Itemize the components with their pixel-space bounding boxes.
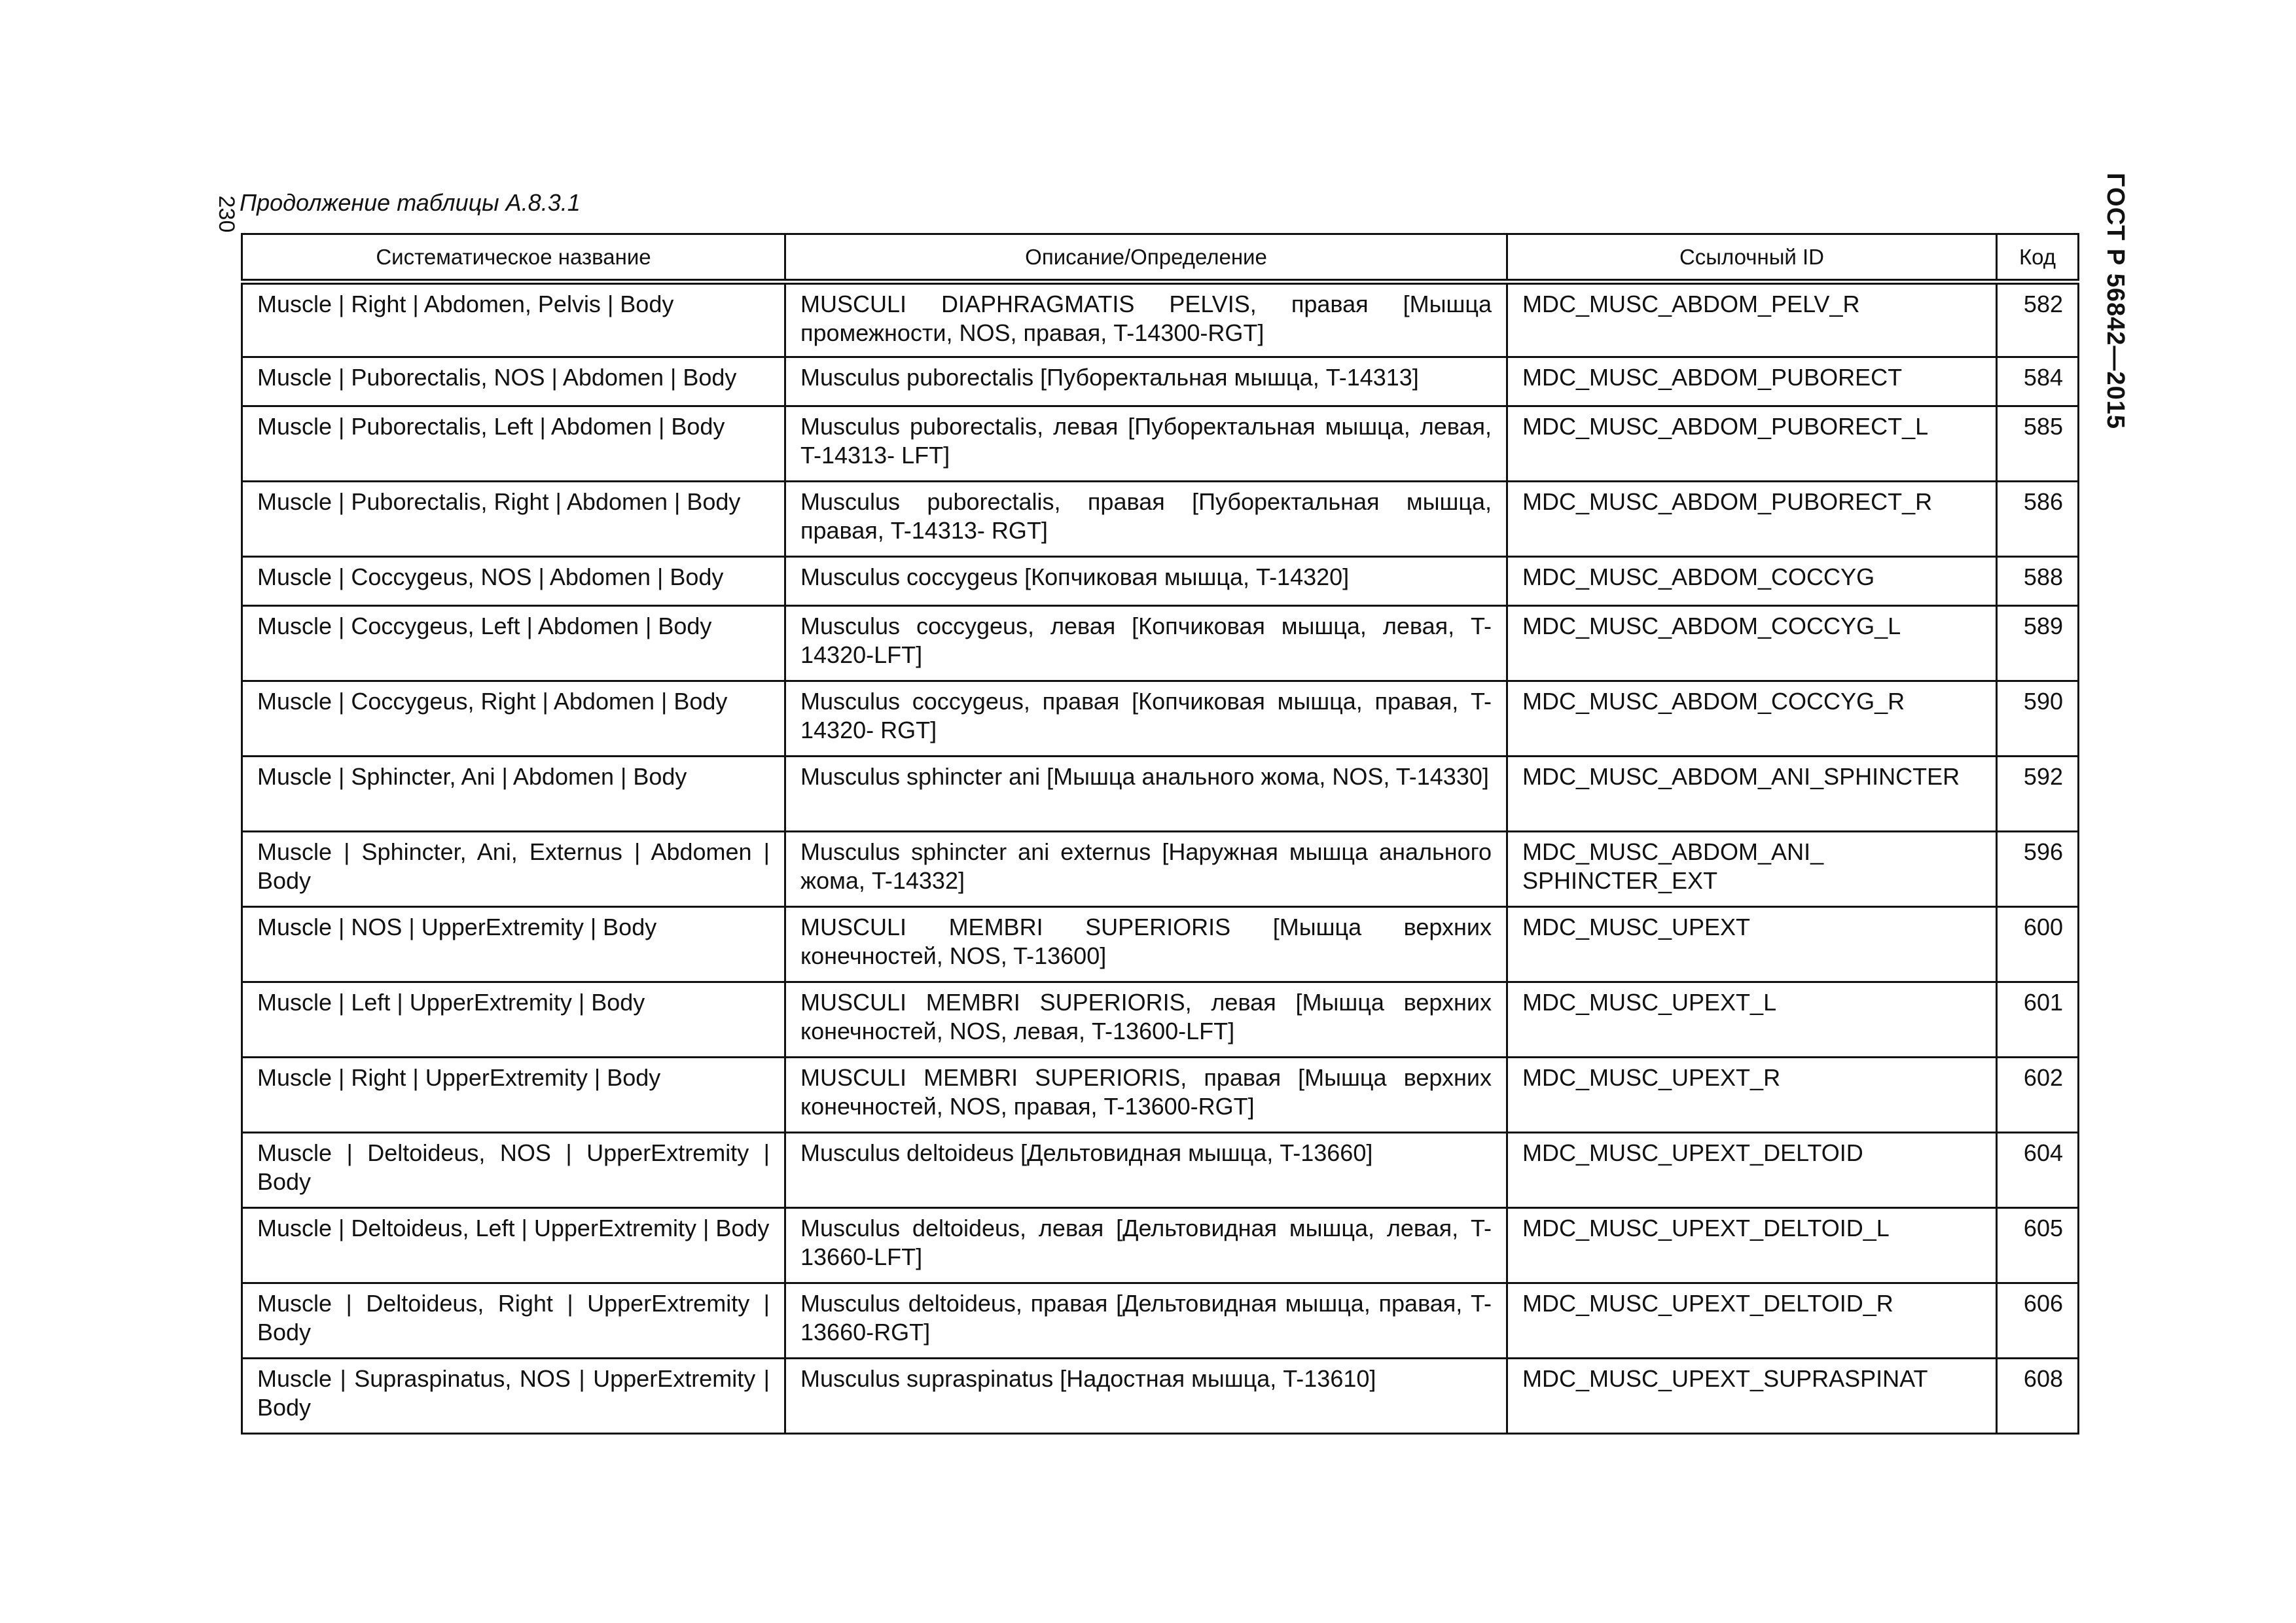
cell-systematic-name: Muscle | Left | UpperExtremity | Body	[242, 982, 785, 1058]
table-row	[242, 1359, 2079, 1434]
cell-code: 601	[1997, 982, 2079, 1058]
cell-systematic-name: Muscle | NOS | UpperExtremity | Body	[242, 907, 785, 982]
table-row	[242, 482, 2079, 557]
cell-description: Musculus coccygeus, левая [Копчиковая мышца, левая, T-14320-LFT]	[785, 606, 1507, 681]
cell-systematic-name: Muscle | Puborectalis, Right | Abdomen | Body	[242, 482, 785, 557]
cell-reference-id: MDC_MUSC_UPEXT_DELTOID	[1507, 1133, 1997, 1208]
cell-reference-id: MDC_MUSC_ABDOM_ANI_ SPHINCTER_EXT	[1507, 832, 1997, 907]
cell-systematic-name: Muscle | Coccygeus, Left | Abdomen | Body	[242, 606, 785, 681]
cell-code: 604	[1997, 1133, 2079, 1208]
cell-code: 608	[1997, 1359, 2079, 1434]
standard-code: ГОСТ Р 56842—2015	[2102, 173, 2129, 429]
table-row	[242, 681, 2079, 757]
table-row	[242, 832, 2079, 907]
cell-systematic-name: Muscle | Sphincter, Ani | Abdomen | Body	[242, 757, 785, 832]
table-row	[242, 982, 2079, 1058]
header-code: Код	[1997, 234, 2079, 282]
cell-description: Musculus deltoideus, правая [Дельтовидная мышца, правая, T-13660-RGT]	[785, 1283, 1507, 1359]
cell-description: Musculus puborectalis [Пуборектальная мышца, T-14313]	[785, 357, 1507, 406]
cell-code: 606	[1997, 1283, 2079, 1359]
data-table	[241, 233, 2079, 1435]
cell-reference-id: MDC_MUSC_ABDOM_COCCYG_R	[1507, 681, 1997, 757]
header-reference-id: Ссылочный ID	[1507, 234, 1997, 282]
cell-code: 600	[1997, 907, 2079, 982]
table-row	[242, 907, 2079, 982]
cell-systematic-name: Muscle | Coccygeus, Right | Abdomen | Body	[242, 681, 785, 757]
cell-code: 589	[1997, 606, 2079, 681]
cell-systematic-name: Muscle | Deltoideus, Right | UpperExtremity | Body	[242, 1283, 785, 1359]
table-row	[242, 606, 2079, 681]
cell-reference-id: MDC_MUSC_ABDOM_PELV_R	[1507, 282, 1997, 357]
cell-systematic-name: Muscle | Right | UpperExtremity | Body	[242, 1058, 785, 1133]
cell-reference-id: MDC_MUSC_UPEXT_SUPRASPINAT	[1507, 1359, 1997, 1434]
cell-description: Musculus deltoideus, левая [Дельтовидная мышца, левая, T-13660-LFT]	[785, 1208, 1507, 1283]
cell-description: Musculus coccygeus [Копчиковая мышца, T-14320]	[785, 557, 1507, 606]
cell-description: MUSCULI MEMBRI SUPERIORIS, левая [Мышца верхних конечностей, NOS, левая, T-13600-LFT]	[785, 982, 1507, 1058]
table-row	[242, 1058, 2079, 1133]
cell-systematic-name: Muscle | Coccygeus, NOS | Abdomen | Body	[242, 557, 785, 606]
cell-reference-id: MDC_MUSC_UPEXT_L	[1507, 982, 1997, 1058]
cell-code: 602	[1997, 1058, 2079, 1133]
table-row	[242, 557, 2079, 606]
cell-reference-id: MDC_MUSC_ABDOM_PUBORECT	[1507, 357, 1997, 406]
cell-code: 584	[1997, 357, 2079, 406]
cell-code: 592	[1997, 757, 2079, 832]
table-row	[242, 406, 2079, 482]
cell-code: 596	[1997, 832, 2079, 907]
cell-systematic-name: Muscle | Puborectalis, NOS | Abdomen | Body	[242, 357, 785, 406]
header-description: Описание/Определение	[785, 234, 1507, 282]
cell-code: 588	[1997, 557, 2079, 606]
cell-code: 585	[1997, 406, 2079, 482]
table-header-row	[242, 234, 2079, 282]
cell-systematic-name: Muscle | Supraspinatus, NOS | UpperExtremity | Body	[242, 1359, 785, 1434]
cell-description: Musculus puborectalis, левая [Пуборектальная мышца, левая, T-14313- LFT]	[785, 406, 1507, 482]
cell-code: 590	[1997, 681, 2079, 757]
cell-reference-id: MDC_MUSC_ABDOM_COCCYG_L	[1507, 606, 1997, 681]
cell-reference-id: MDC_MUSC_ABDOM_COCCYG	[1507, 557, 1997, 606]
cell-reference-id: MDC_MUSC_ABDOM_ANI_SPHINCTER	[1507, 757, 1997, 832]
table-row	[242, 1133, 2079, 1208]
cell-description: MUSCULI DIAPHRAGMATIS PELVIS, правая [Мышца промежности, NOS, правая, T-14300-RGT]	[785, 282, 1507, 357]
cell-description: Musculus sphincter ani [Мышца анального жома, NOS, T-14330]	[785, 757, 1507, 832]
cell-reference-id: MDC_MUSC_UPEXT_DELTOID_R	[1507, 1283, 1997, 1359]
cell-reference-id: MDC_MUSC_ABDOM_PUBORECT_R	[1507, 482, 1997, 557]
table-caption: Продолжение таблицы А.8.3.1	[240, 189, 581, 216]
cell-systematic-name: Muscle | Right | Abdomen, Pelvis | Body	[242, 282, 785, 357]
cell-reference-id: MDC_MUSC_UPEXT_DELTOID_L	[1507, 1208, 1997, 1283]
table-row	[242, 1208, 2079, 1283]
table-row	[242, 282, 2079, 357]
cell-code: 586	[1997, 482, 2079, 557]
table-row	[242, 757, 2079, 832]
cell-code: 582	[1997, 282, 2079, 357]
table-row	[242, 357, 2079, 406]
cell-description: MUSCULI MEMBRI SUPERIORIS [Мышца верхних конечностей, NOS, T-13600]	[785, 907, 1507, 982]
table-row	[242, 1283, 2079, 1359]
cell-description: Musculus sphincter ani externus [Наружная мышца анального жома, T-14332]	[785, 832, 1507, 907]
cell-description: Musculus supraspinatus [Надостная мышца, T-13610]	[785, 1359, 1507, 1434]
cell-description: Musculus deltoideus [Дельтовидная мышца, T-13660]	[785, 1133, 1507, 1208]
cell-description: Musculus coccygeus, правая [Копчиковая мышца, правая, T-14320- RGT]	[785, 681, 1507, 757]
cell-reference-id: MDC_MUSC_UPEXT	[1507, 907, 1997, 982]
cell-systematic-name: Muscle | Deltoideus, Left | UpperExtremity | Body	[242, 1208, 785, 1283]
page-number: 230	[214, 195, 239, 233]
cell-reference-id: MDC_MUSC_UPEXT_R	[1507, 1058, 1997, 1133]
cell-systematic-name: Muscle | Deltoideus, NOS | UpperExtremity | Body	[242, 1133, 785, 1208]
cell-systematic-name: Muscle | Puborectalis, Left | Abdomen | Body	[242, 406, 785, 482]
cell-description: MUSCULI MEMBRI SUPERIORIS, правая [Мышца верхних конечностей, NOS, правая, T-13600-RGT]	[785, 1058, 1507, 1133]
cell-description: Musculus puborectalis, правая [Пуборектальная мышца, правая, T-14313- RGT]	[785, 482, 1507, 557]
cell-reference-id: MDC_MUSC_ABDOM_PUBORECT_L	[1507, 406, 1997, 482]
cell-systematic-name: Muscle | Sphincter, Ani, Externus | Abdomen | Body	[242, 832, 785, 907]
header-systematic-name: Систематическое название	[242, 234, 785, 282]
cell-code: 605	[1997, 1208, 2079, 1283]
